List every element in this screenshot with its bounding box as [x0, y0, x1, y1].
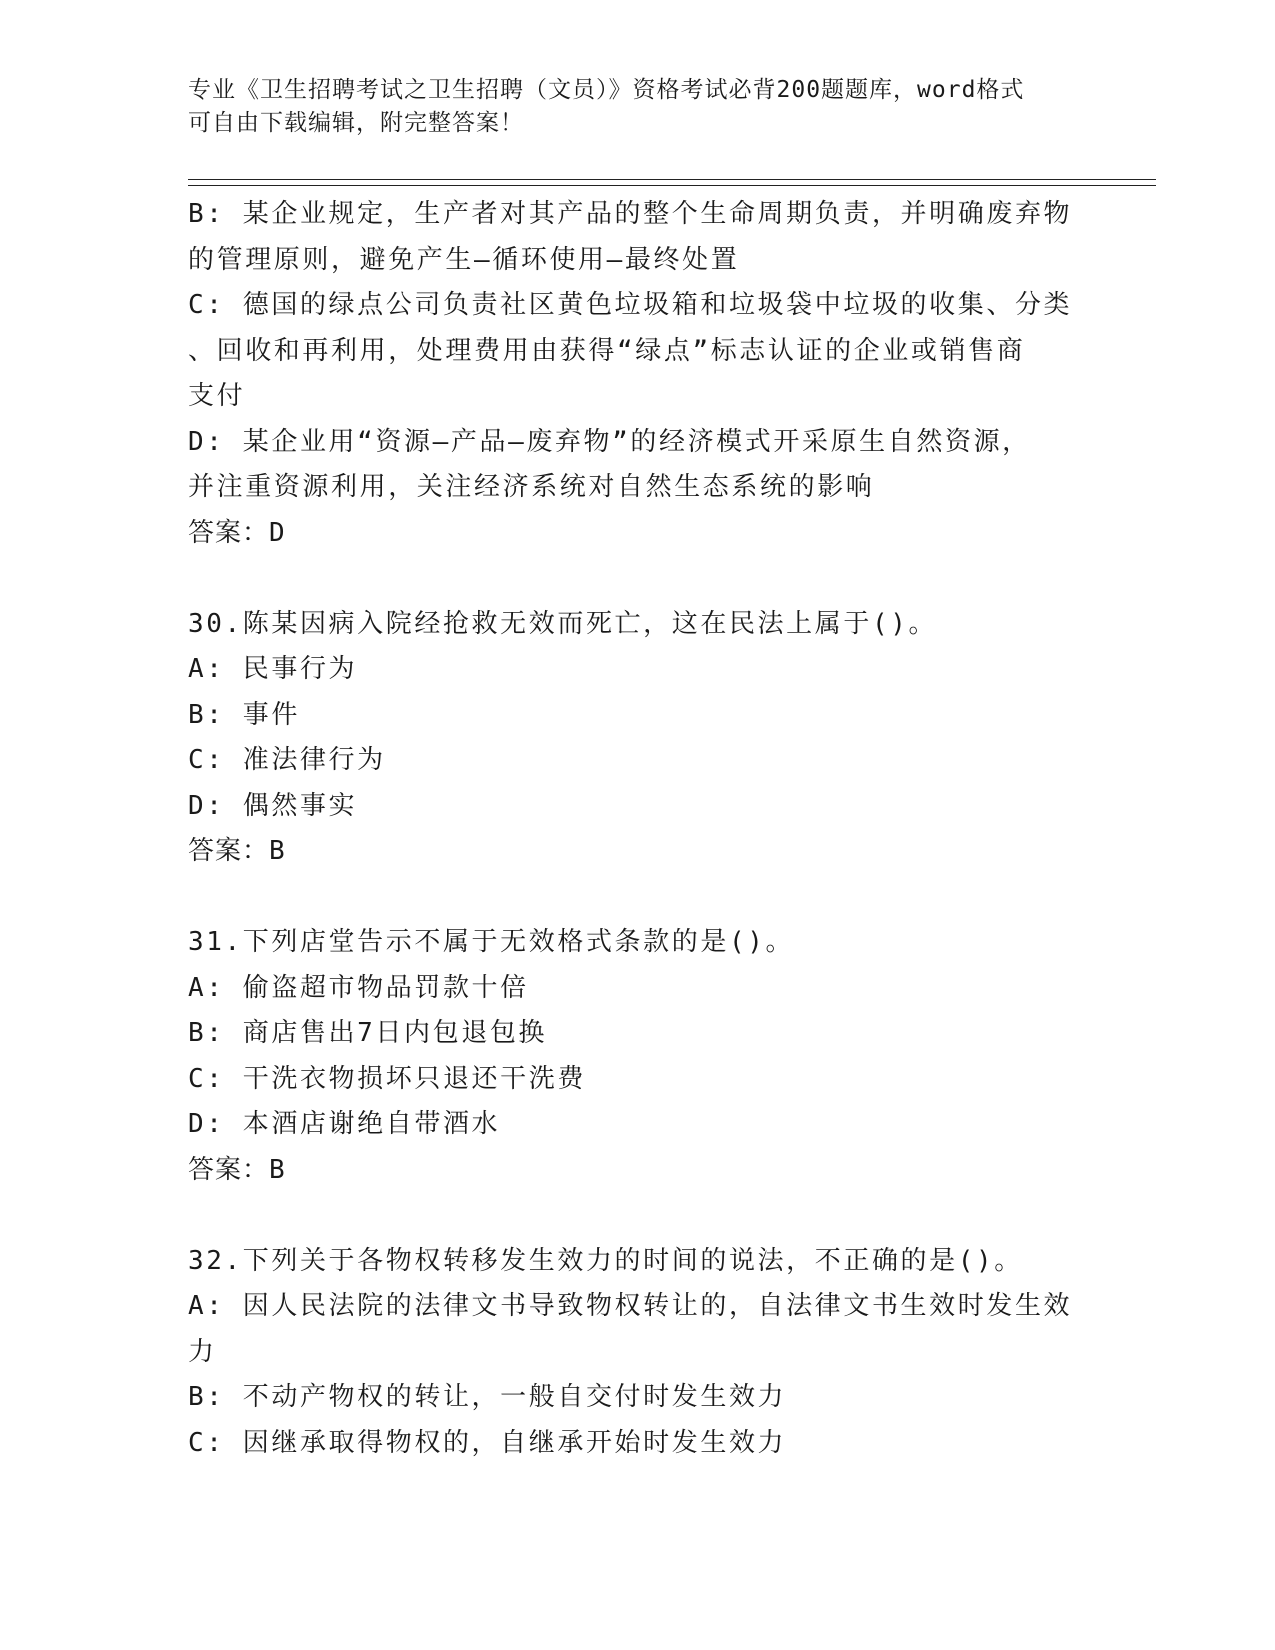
header-divider-top [188, 179, 1156, 180]
option-a: A: 因人民法院的法律文书导致物权转让的，自法律文书生效时发生效 [188, 1291, 1073, 1321]
question-29-continuation [188, 192, 1108, 556]
option-line: 、回收和再利用，处理费用由获得“绿点”标志认证的企业或销售商 [188, 335, 1026, 366]
question-stem: 32.下列关于各物权转移发生效力的时间的说法，不正确的是()。 [188, 1245, 1023, 1276]
option-b: B: 商店售出7日内包退包换 [188, 1018, 548, 1048]
question-32 [188, 1239, 1108, 1467]
answer-line: 答案：D [188, 517, 286, 548]
spacer [188, 1193, 1108, 1239]
option-line: 支付 [188, 381, 246, 411]
spacer [188, 875, 1108, 921]
option-line: 的管理原则，避免产生—循环使用—最终处置 [188, 244, 740, 275]
answer-line: 答案：B [188, 836, 286, 866]
question-30 [188, 602, 1108, 875]
option-line: C: 德国的绿点公司负责社区黄色垃圾箱和垃圾袋中垃圾的收集、分类 [188, 290, 1073, 320]
option-line: D: 某企业用“资源—产品—废弃物”的经济模式开采原生自然资源， [188, 426, 1031, 457]
question-stem: 31.下列店堂告示不属于无效格式条款的是()。 [188, 927, 795, 957]
spacer [188, 556, 1108, 602]
option-line: 并注重资源利用，关注经济系统对自然生态系统的影响 [188, 472, 875, 502]
option-a: A: 民事行为 [188, 654, 358, 684]
question-stem: 30.陈某因病入院经抢救无效而死亡，这在民法上属于()。 [188, 608, 938, 639]
option-c: C: 准法律行为 [188, 745, 386, 775]
option-a: A: 偷盗超市物品罚款十倍 [188, 972, 529, 1003]
option-c: C: 因继承取得物权的，自继承开始时发生效力 [188, 1427, 787, 1458]
option-line: B: 某企业规定，生产者对其产品的整个生命周期负责，并明确废弃物 [188, 199, 1073, 229]
header-divider-bottom [188, 185, 1156, 186]
question-list [188, 192, 1108, 1466]
header-title-line2: 可自由下载编辑，附完整答案！ [188, 110, 524, 136]
answer-line: 答案：B [188, 1154, 286, 1185]
header-title-line1: 专业《卫生招聘考试之卫生招聘（文员）》资格考试必背200题题库，word格式 [188, 77, 1025, 103]
option-b: B: 事件 [188, 699, 300, 730]
option-c: C: 干洗衣物损坏只退还干洗费 [188, 1063, 586, 1094]
question-31 [188, 920, 1108, 1193]
option-b: B: 不动产物权的转让，一般自交付时发生效力 [188, 1382, 787, 1412]
option-d: D: 偶然事实 [188, 790, 358, 821]
option-a-continuation: 力 [188, 1336, 217, 1367]
document-header [188, 74, 1088, 140]
option-d: D: 本酒店谢绝自带酒水 [188, 1109, 501, 1139]
